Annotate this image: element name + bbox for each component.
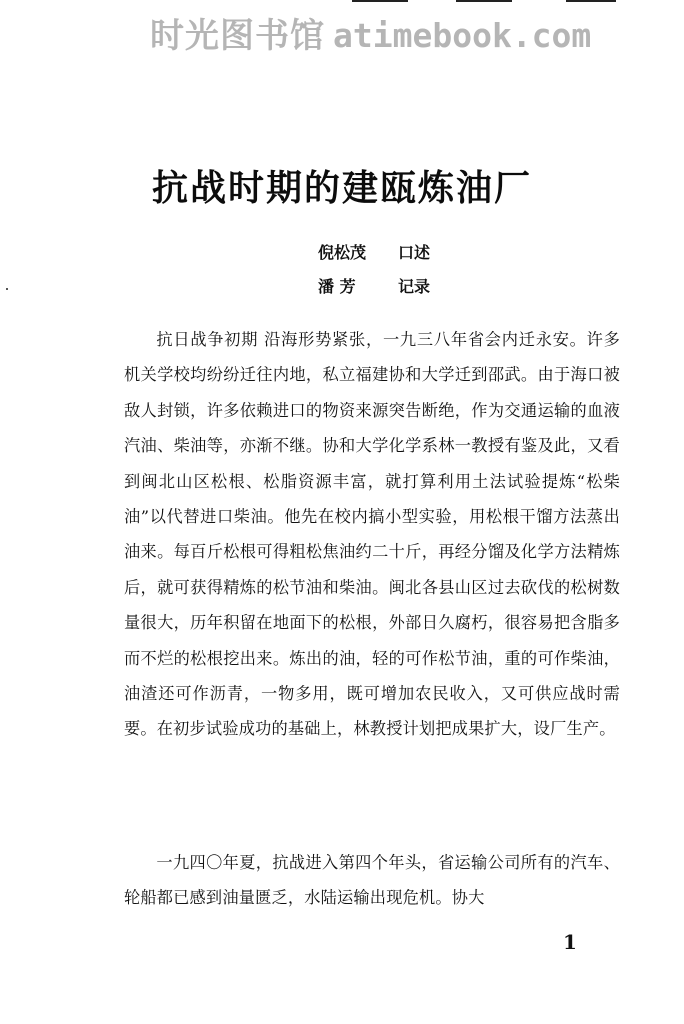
top-rule-middle bbox=[456, 0, 512, 2]
watermark-site-url: atimebook.com bbox=[333, 16, 592, 55]
article-title: 抗战时期的建瓯炼油厂 bbox=[151, 168, 532, 209]
credit-recorder bbox=[318, 274, 430, 297]
credit-recorder-name: 潘 芳 bbox=[318, 277, 356, 296]
body-paragraph-2: 一九四〇年夏，抗战进入第四个年头，省运输公司所有的汽车、轮船都已感到油量匮乏，水陆运输出现危机。协大 bbox=[124, 853, 620, 908]
body-paragraph-1: 抗日战争初期 沿海形势紧张，一九三八年省会内迁永安。许多机关学校均纷纷迁往内地，私立福建协和大学迁到邵武。由于海口被敌人封锁，许多依赖进口的物资来源突告断绝，作为交通运输的血液汽油、柴油等，亦渐不继。协和大学化学系林一教授有鉴及此，又看到闽北山区松根、松脂资源丰富，就打算利用土法试验提炼“松柴油”以代替进口柴油。他先在校内搞小型实验，用松根干馏方法蒸出油来。每百斤松根可得粗松焦油约二十斤，再经分馏及化学方法精炼后，就可获得精炼的松节油和柴油。闽北各县山区过去砍伐的松树数量很大，历年积留在地面下的松根，外部日久腐朽，很容易把含脂多而不烂的松根挖出来。炼出的油，轻的可作松节油，重的可作柴油，油渣还可作沥青，一物多用，既可增加农民收入，又可供应战时需要。在初步试验成功的基础上，林教授计划把成果扩大，设厂生产。 bbox=[124, 330, 620, 739]
top-rule-left bbox=[352, 0, 408, 2]
credit-narrator-role: 口述 bbox=[398, 243, 431, 262]
margin-speck bbox=[6, 288, 8, 290]
credit-narrator-name: 倪松茂 bbox=[318, 243, 367, 262]
watermark bbox=[150, 8, 684, 57]
top-rule-right bbox=[566, 0, 616, 2]
credit-narrator bbox=[318, 240, 430, 263]
watermark-site-name: 时光图书馆 bbox=[150, 16, 325, 56]
credit-recorder-role: 记录 bbox=[398, 277, 431, 296]
page-number: 1 bbox=[563, 930, 577, 954]
